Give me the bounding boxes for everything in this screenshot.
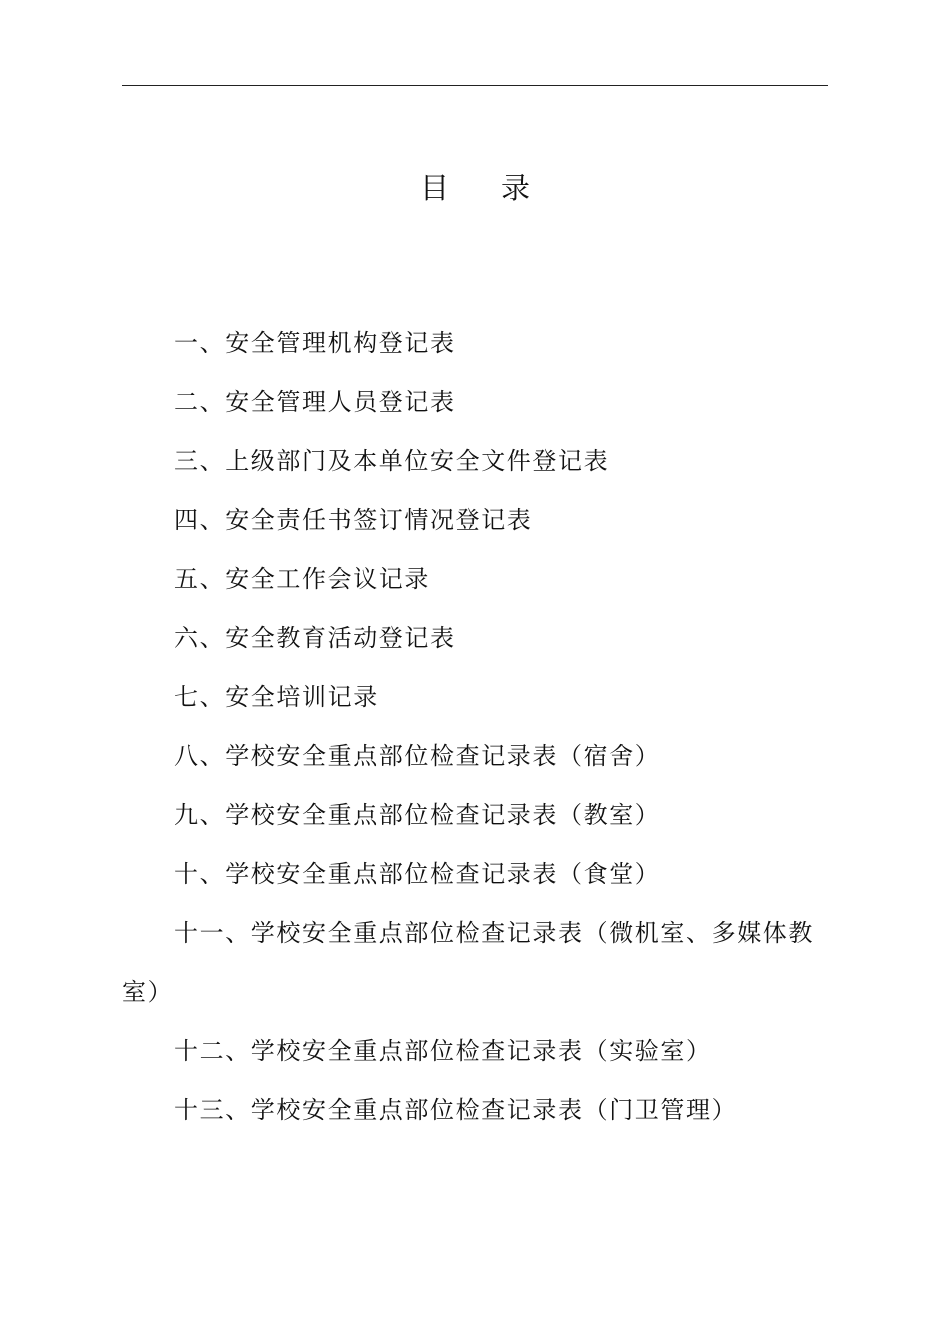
toc-item: 六、安全教育活动登记表	[174, 624, 456, 652]
toc-list	[122, 314, 822, 1140]
toc-item: 五、安全工作会议记录	[174, 565, 430, 593]
toc-item: 三、上级部门及本单位安全文件登记表	[174, 447, 610, 475]
toc-item: 十一、学校安全重点部位检查记录表（微机室、多媒体教室）	[122, 919, 814, 1006]
header-rule	[122, 85, 828, 86]
toc-item: 十三、学校安全重点部位检查记录表（门卫管理）	[174, 1096, 738, 1124]
toc-item: 二、安全管理人员登记表	[174, 388, 456, 416]
toc-item: 十、学校安全重点部位检查记录表（食堂）	[174, 860, 661, 888]
toc-item: 十二、学校安全重点部位检查记录表（实验室）	[174, 1037, 712, 1065]
toc-item: 四、安全责任书签订情况登记表	[174, 506, 533, 534]
toc-item: 八、学校安全重点部位检查记录表（宿舍）	[174, 742, 661, 770]
toc-item: 一、安全管理机构登记表	[174, 329, 456, 357]
toc-item: 九、学校安全重点部位检查记录表（教室）	[174, 801, 661, 829]
page-title: 目录	[419, 171, 582, 205]
toc-item: 七、安全培训记录	[174, 683, 379, 711]
